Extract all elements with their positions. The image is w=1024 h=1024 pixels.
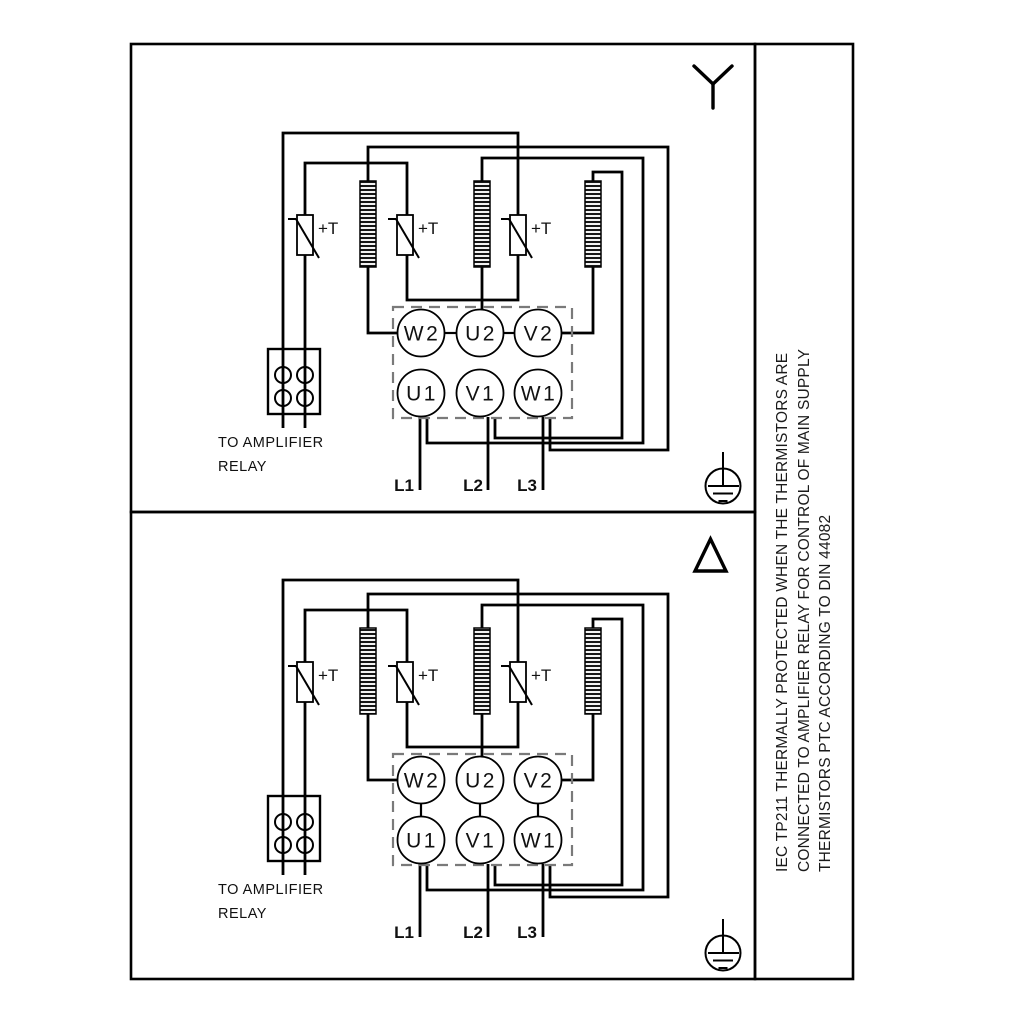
thermistor-label: +T — [318, 219, 339, 238]
thermistor-label: +T — [418, 219, 439, 238]
earth-ground-icon — [706, 452, 741, 504]
terminal-label: U2 — [465, 769, 497, 793]
relay-caption: RELAY — [218, 906, 267, 922]
relay-caption: TO AMPLIFIER — [218, 435, 324, 451]
amplifier-relay-box — [268, 349, 320, 414]
thermistor-label: +T — [318, 666, 339, 685]
sidebar-note-line: THERMISTORS PTC ACCORDING TO DIN 44082 — [816, 514, 834, 872]
terminal-label: W2 — [403, 322, 441, 346]
terminal-label: W2 — [403, 769, 441, 793]
motor-winding — [474, 181, 490, 267]
earth-ground-icon — [706, 919, 741, 971]
terminal-label: U1 — [406, 829, 438, 853]
panel-star — [218, 66, 741, 504]
thermistor-label: +T — [418, 666, 439, 685]
ptc-thermistor-icon — [501, 215, 532, 258]
terminal-label: V2 — [523, 322, 555, 346]
supply-line-label: L3 — [517, 923, 537, 942]
ptc-thermistor-icon — [288, 215, 319, 258]
supply-line-label: L3 — [517, 476, 537, 495]
motor-winding — [585, 628, 601, 714]
star-icon — [694, 66, 732, 108]
amplifier-relay-box — [268, 796, 320, 861]
terminal-label: U2 — [465, 322, 497, 346]
thermistor-label: +T — [531, 219, 552, 238]
thermistor-label: +T — [531, 666, 552, 685]
terminal-label: W1 — [520, 829, 558, 853]
terminal-label: V1 — [465, 829, 497, 853]
terminal-label: U1 — [406, 382, 438, 406]
terminal-label: V1 — [465, 382, 497, 406]
sidebar-note-line: IEC TP211 THERMALLY PROTECTED WHEN THE THERMISTORS ARE — [773, 352, 791, 872]
terminal-label: W1 — [520, 382, 558, 406]
supply-line-label: L2 — [463, 476, 483, 495]
supply-line-label: L1 — [394, 923, 414, 942]
ptc-thermistor-icon — [388, 662, 419, 705]
ptc-thermistor-icon — [288, 662, 319, 705]
ptc-thermistor-icon — [501, 662, 532, 705]
motor-winding — [585, 181, 601, 267]
sidebar-note — [772, 348, 837, 872]
motor-winding — [474, 628, 490, 714]
ptc-thermistor-icon — [388, 215, 419, 258]
supply-line-label: L1 — [394, 476, 414, 495]
delta-icon — [695, 539, 726, 571]
panel-delta — [218, 539, 741, 971]
motor-winding — [360, 181, 376, 267]
supply-line-label: L2 — [463, 923, 483, 942]
terminal-label: V2 — [523, 769, 555, 793]
relay-caption: TO AMPLIFIER — [218, 882, 324, 898]
relay-caption: RELAY — [218, 459, 267, 475]
motor-winding — [360, 628, 376, 714]
sidebar-note-line: CONNECTED TO AMPLIFIER RELAY FOR CONTROL OF MAIN SUPPLY — [795, 348, 813, 872]
